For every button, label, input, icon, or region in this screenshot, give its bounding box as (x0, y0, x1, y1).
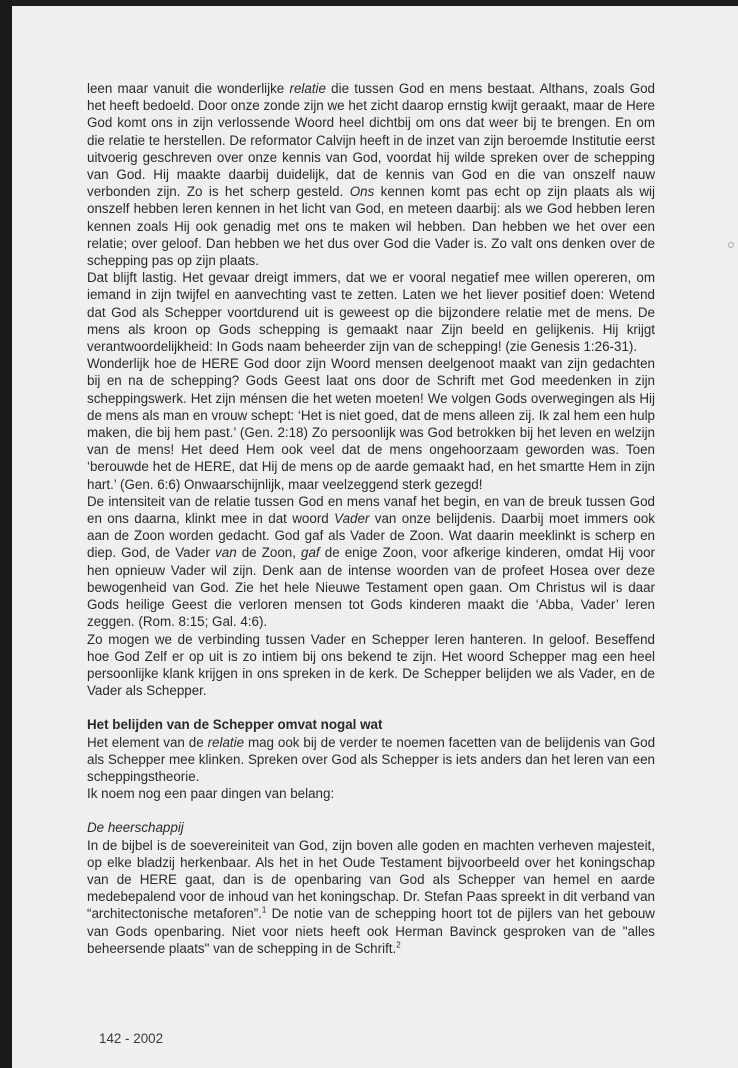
paragraph-7: Ik noem nog een paar dingen van belang: (87, 786, 335, 802)
scan-left-edge (0, 0, 12, 1068)
paragraph-2: Dat blijft lastig. Het gevaar dreigt immers, dat we er vooral negatief mee willen opereren, om iemand in zijn twijfel en aanvechting vast te zetten. Laten we het liever positief doen: Wetend dat God als Schepper voortdurend uit is geweest op die bijzondere relatie met de mens. De mens als kroon op Gods schepping is gemaakt naar Zijn beeld en gelijkenis. Hij krijgt verantwoordelijkheid: In Gods naam beheerder zijn van de schepping! (zie Genesis 1:26-31). (87, 270, 655, 355)
subsection-heading: De heerschappij (87, 820, 184, 836)
paragraph-3: Wonderlijk hoe de HERE God door zijn Woord mensen deelgenoot maakt van zijn gedachten bij en na de schepping? Gods Geest laat ons door de Schrift met God meedenken in zijn scheppingswerk. Het zijn ménsen die het weten moeten! We volgen Gods overwegingen als Hij de mens als man en vrouw schept: ‘Het is niet goed, dat de mens alleen zij. Ik zal hem een hulp maken, die bij hem past.’ (Gen. 2:18) Zo persoonlijk was God betrokken bij het leven en welzijn van de mens! Het deed Hem ook veel dat de mens ongehoorzaam geworden was. Toen ‘berouwde het de HERE, dat Hij de mens op de aarde gemaakt had, en het smartte Hem in zijn hart.’ (Gen. 6:6) Onwaarschijnlijk, maar veelzeggend sterk gezegd! (87, 356, 655, 492)
punch-mark (728, 242, 734, 248)
section-heading: Het belijden van de Schepper omvat nogal wat (87, 717, 383, 733)
page-number: 142 - 2002 (99, 1031, 164, 1046)
paragraph-5: Zo mogen we de verbinding tussen Vader en Schepper leren hanteren. In geloof. Beseffend hoe God Zelf er op uit is zo intiem bij ons bekend te zijn. Het woord Schepper mag een heel persoonlijke klank krijgen in ons spreken in de kerk. De Schepper belijden we als Vader, en de Vader als Schepper. (87, 631, 655, 699)
footnote-ref-2: 2 (396, 940, 401, 950)
paragraph-8: In de bijbel is de soevereiniteit van God, zijn boven alle goden en machten verheven majesteit, op elke bladzij herkenbaar. Als het in het Oude Testament bijvoorbeeld over het koningschap van de HERE gaat, dan is de openbaring van God als Schepper van hemel en aarde medebepalend voor de inhoud van het koningschap. Dr. Stefan Paas spreekt in dit verband van “architectonische metaforen”.$^1$ De notie van de schepping hoort tot de pijlers van het gebouw van Gods openbaring. Niet voor niets heeft ook Herman Bavinck gesproken van de "alles beheersende plaats" van de schepping in de Schrift.$^2$ (87, 837, 655, 956)
paragraph-6: Het element van de relatie mag ook bij de verder te noemen facetten van de belijdenis van God als Schepper mee klinken. Spreken over God als Schepper is iets anders dan het leren van een scheppingstheorie. (87, 734, 656, 784)
paragraph-4: De intensiteit van de relatie tussen God en mens vanaf het begin, en van de breuk tussen God en ons daarna, klinkt mee in dat woord Vader van onze belijdenis. Daarbij moet immers ook aan de Zoon worden gedacht. God gaf als Vader de Zoon. Wat daarin meeklinkt is scherp en diep. God, de Vader van de Zoon, gaf de enige Zoon, voor afkerige kinderen, omdat Hij voor hen opnieuw Vader wil zijn. Denk aan de intense woorden van de profeet Hosea over deze bewogenheid van God. Zie het hele Nieuwe Testament open gaan. Om Christus wil is daar Gods heilige Geest die verloren mensen tot Gods kinderen maakt die ‘Abba, Vader’ leren zeggen. (Rom. 8:15; Gal. 4:6). (87, 493, 656, 630)
paragraph-1: leen maar vanuit die wonderlijke relatie die tussen God en mens bestaat. Althans, zoals God het heeft bedoeld. Door onze zonde zijn we het zicht daarop ernstig kwijt geraakt, maar de Here God komt ons in zijn verlossende Woord heel dichtbij om ons dat weer bij te brengen. En om die relatie te herstellen. De reformator Calvijn heeft in de inzet van zijn beroemde Institutie eerst uitvoerig geschreven over onze kennis van God, voordat hij wilde spreken over de schepping van God. Hij maakte daarbij duidelijk, dat de kennis van God en die van onszelf nauw verbonden zijn. Zo is het scherp gesteld. Ons kennen komt pas echt op zijn plaats als wij onszelf hebben leren kennen in het licht van God, en meteen daarbij: als we God hebben leren kennen zoals Hij ook genadig met ons te maken wil hebben. Dan hebben we het over een relatie; over geloof. Dan hebben we het dus over God die Vader is. Zo valt ons denken over de schepping pas op zijn plaats. (87, 81, 656, 269)
footnote-ref-1: 1 (261, 905, 267, 915)
article-body (87, 80, 655, 957)
